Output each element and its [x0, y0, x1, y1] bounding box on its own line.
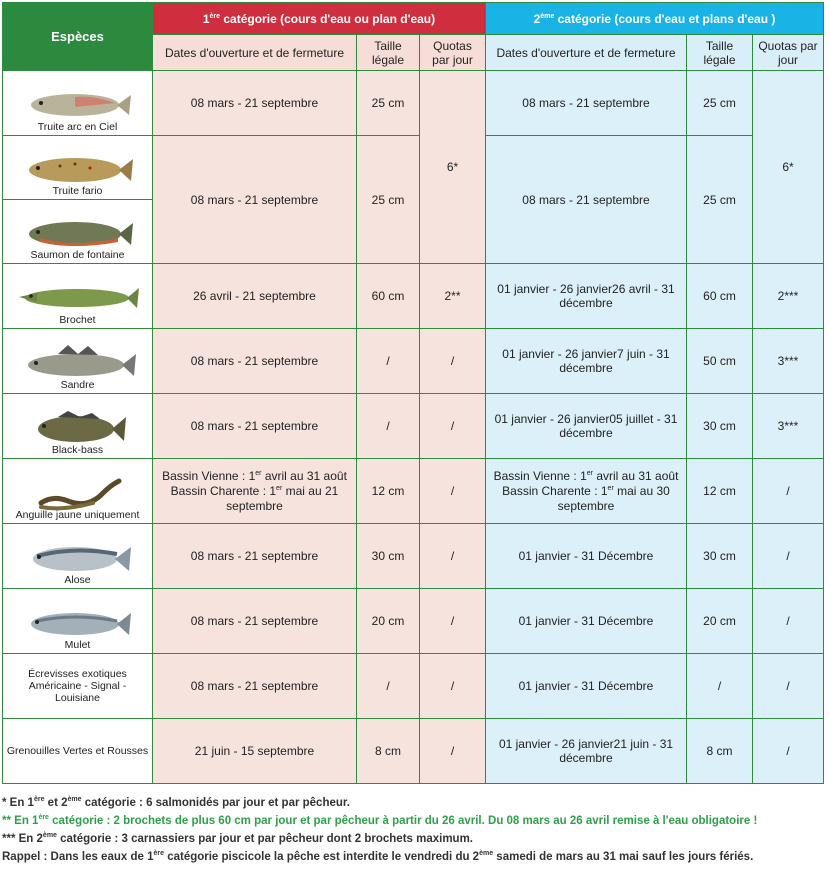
c2-dates: Bassin Vienne : 1er avril au 31 août Bassin Charente : 1er mai au 30 septembre	[486, 459, 687, 524]
species-cell: Black-bass	[3, 394, 153, 459]
black-bass-icon	[28, 407, 128, 449]
footnotes	[2, 794, 828, 866]
c1-taille: 25 cm	[357, 136, 420, 264]
c2-dates: 01 janvier - 31 Décembre	[486, 654, 687, 719]
note-4: Rappel : Dans les eaux de 1ère catégorie piscicole la pêche est interdite le vendredi du 2ème samedi de mars au 31 mai sauf les jours fériés.	[2, 850, 754, 863]
c2-quotas-header: Quotas par jour	[753, 35, 824, 71]
table-row	[3, 719, 824, 784]
pike-icon	[15, 280, 140, 316]
c2-taille: 50 cm	[687, 329, 753, 394]
c2-dates: 01 janvier - 26 janvier05 juillet - 31 décembre	[486, 394, 687, 459]
c1-quota: /	[420, 329, 486, 394]
species-cell: Écrevisses exotiques Américaine - Signal - Louisiane	[3, 654, 153, 719]
c1-quota: /	[420, 654, 486, 719]
brook-trout-icon	[20, 214, 135, 254]
c2-dates: 01 janvier - 26 janvier21 juin - 31 décembre	[486, 719, 687, 784]
table-row	[3, 394, 824, 459]
c1-dates: 08 mars - 21 septembre	[153, 329, 357, 394]
category-2-header: 2ème catégorie (cours d'eau et plans d'eau )	[486, 3, 824, 35]
category-1-header: 1ère catégorie (cours d'eau ou plan d'eau)	[153, 3, 486, 35]
mullet-icon	[23, 603, 133, 643]
c2-quota-salmonid: 6*	[753, 71, 824, 264]
c1-dates: 26 avril - 21 septembre	[153, 264, 357, 329]
c1-quota: 2**	[420, 264, 486, 329]
c2-quota: 2***	[753, 264, 824, 329]
species-cell: Brochet	[3, 264, 153, 329]
c2-taille: 60 cm	[687, 264, 753, 329]
rainbow-trout-icon	[23, 85, 133, 125]
c2-taille: 8 cm	[687, 719, 753, 784]
c2-dates: 01 janvier - 31 Décembre	[486, 589, 687, 654]
c2-taille: 30 cm	[687, 394, 753, 459]
c1-dates: Bassin Vienne : 1er avril au 31 août Bassin Charente : 1er mai au 21 septembre	[153, 459, 357, 524]
c1-taille-header: Taille légale	[357, 35, 420, 71]
c1-dates-header: Dates d'ouverture et de fermeture	[153, 35, 357, 71]
species-cell: Sandre	[3, 329, 153, 394]
c1-taille: /	[357, 329, 420, 394]
c2-quota: 3***	[753, 394, 824, 459]
c1-dates: 08 mars - 21 septembre	[153, 136, 357, 264]
shad-icon	[23, 538, 133, 578]
c2-dates: 08 mars - 21 septembre	[486, 136, 687, 264]
c1-taille: 12 cm	[357, 459, 420, 524]
table-row	[3, 71, 824, 136]
c1-taille: /	[357, 394, 420, 459]
species-cell: Truite fario	[3, 136, 153, 200]
c1-taille: 8 cm	[357, 719, 420, 784]
c2-dates: 01 janvier - 31 Décembre	[486, 524, 687, 589]
c2-taille: 12 cm	[687, 459, 753, 524]
species-header: Espèces	[3, 3, 153, 71]
c1-dates: 08 mars - 21 septembre	[153, 589, 357, 654]
c2-dates: 01 janvier - 26 janvier7 juin - 31 décembre	[486, 329, 687, 394]
c1-quota: /	[420, 589, 486, 654]
c2-taille: 25 cm	[687, 71, 753, 136]
brown-trout-icon	[20, 150, 135, 190]
c2-taille-header: Taille légale	[687, 35, 753, 71]
species-cell: Grenouilles Vertes et Rousses	[3, 719, 153, 784]
species-cell: Mulet	[3, 589, 153, 654]
zander-icon	[18, 343, 138, 383]
c1-quota-salmonid: 6*	[420, 71, 486, 264]
c1-quota: /	[420, 719, 486, 784]
c2-dates-header: Dates d'ouverture et de fermeture	[486, 35, 687, 71]
c1-dates: 08 mars - 21 septembre	[153, 654, 357, 719]
c1-taille: 25 cm	[357, 71, 420, 136]
c2-taille: /	[687, 654, 753, 719]
c2-taille: 30 cm	[687, 524, 753, 589]
table-row	[3, 459, 824, 524]
c2-quota: /	[753, 589, 824, 654]
table-row	[3, 329, 824, 394]
c1-taille: 60 cm	[357, 264, 420, 329]
regulation-table	[2, 2, 824, 784]
c1-quotas-header: Quotas par jour	[420, 35, 486, 71]
c2-quota: 3***	[753, 329, 824, 394]
species-cell: Anguille jaune uniquement	[3, 459, 153, 524]
table-row	[3, 524, 824, 589]
species-cell: Saumon de fontaine	[3, 200, 153, 264]
c1-quota: /	[420, 394, 486, 459]
species-cell: Alose	[3, 524, 153, 589]
c2-quota: /	[753, 719, 824, 784]
c1-dates: 21 juin - 15 septembre	[153, 719, 357, 784]
c2-dates: 01 janvier - 26 janvier26 avril - 31 décembre	[486, 264, 687, 329]
note-2: ** En 1ère catégorie : 2 brochets de plus 60 cm par jour et par pêcheur à partir du 26 avril. Du 08 mars au 26 avril remise à l'eau obligatoire !	[2, 814, 758, 827]
c1-dates: 08 mars - 21 septembre	[153, 394, 357, 459]
c1-quota: /	[420, 459, 486, 524]
species-cell: Truite arc en Ciel	[3, 71, 153, 136]
c1-taille: 30 cm	[357, 524, 420, 589]
c1-quota: /	[420, 524, 486, 589]
eel-icon	[33, 473, 123, 513]
table-row	[3, 136, 824, 200]
note-1: * En 1ère et 2ème catégorie : 6 salmonidés par jour et par pêcheur.	[2, 796, 350, 809]
c2-dates: 08 mars - 21 septembre	[486, 71, 687, 136]
c2-taille: 25 cm	[687, 136, 753, 264]
c2-quota: /	[753, 459, 824, 524]
c1-taille: /	[357, 654, 420, 719]
c1-dates: 08 mars - 21 septembre	[153, 71, 357, 136]
c2-quota: /	[753, 524, 824, 589]
c2-quota: /	[753, 654, 824, 719]
table-row	[3, 264, 824, 329]
c2-taille: 20 cm	[687, 589, 753, 654]
table-row	[3, 589, 824, 654]
c1-dates: 08 mars - 21 septembre	[153, 524, 357, 589]
note-3: *** En 2ème catégorie : 3 carnassiers par jour et par pêcheur dont 2 brochets maximum.	[2, 832, 473, 845]
c1-taille: 20 cm	[357, 589, 420, 654]
table-row	[3, 654, 824, 719]
